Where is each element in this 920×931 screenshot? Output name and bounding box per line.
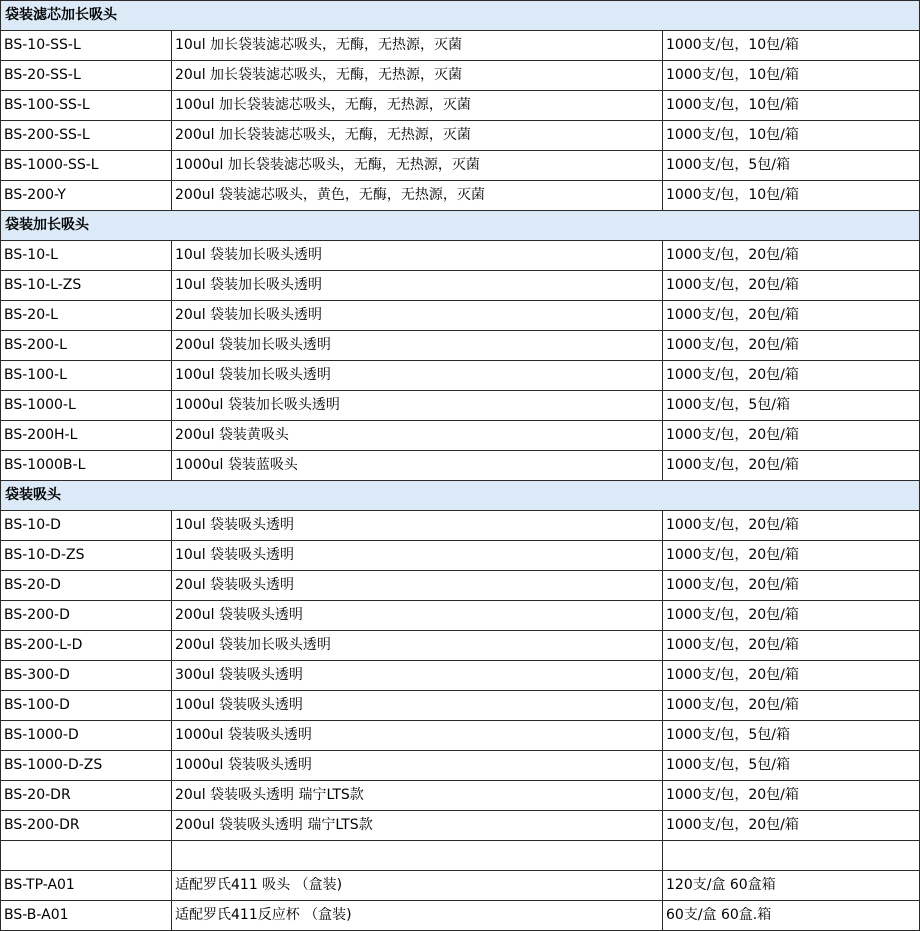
table-row: [1, 541, 920, 571]
product-code-cell: BS-1000-D-ZS: [1, 751, 172, 781]
product-code-cell: BS-10-L: [1, 241, 172, 271]
description-cell: 10ul 袋装吸头透明: [172, 541, 663, 571]
packaging-cell: 1000支/包，20包/箱: [663, 571, 920, 601]
packaging-cell: 1000支/包，5包/箱: [663, 391, 920, 421]
packaging-cell: [663, 841, 920, 871]
product-code-cell: BS-10-L-ZS: [1, 271, 172, 301]
packaging-cell: 1000支/包，10包/箱: [663, 61, 920, 91]
product-code-cell: BS-20-DR: [1, 781, 172, 811]
table-row: [1, 361, 920, 391]
product-code-cell: BS-100-D: [1, 691, 172, 721]
product-code-cell: BS-10-D: [1, 511, 172, 541]
packaging-cell: 1000支/包，10包/箱: [663, 181, 920, 211]
packaging-cell: 1000支/包，20包/箱: [663, 421, 920, 451]
description-cell: 20ul 袋装吸头透明 瑞宁LTS款: [172, 781, 663, 811]
table-row: [1, 421, 920, 451]
description-cell: 200ul 袋装加长吸头透明: [172, 331, 663, 361]
packaging-cell: 1000支/包，20包/箱: [663, 691, 920, 721]
table-row: [1, 511, 920, 541]
description-cell: 20ul 袋装吸头透明: [172, 571, 663, 601]
product-code-cell: BS-100-L: [1, 361, 172, 391]
section-title: 袋装加长吸头: [1, 211, 920, 241]
description-cell: 200ul 袋装吸头透明: [172, 601, 663, 631]
table-row: [1, 661, 920, 691]
product-code-cell: BS-1000-L: [1, 391, 172, 421]
description-cell: 1000ul 袋装蓝吸头: [172, 451, 663, 481]
table-row: [1, 61, 920, 91]
table-row: [1, 241, 920, 271]
product-code-cell: BS-200-DR: [1, 811, 172, 841]
section-header-row: [1, 481, 920, 511]
packaging-cell: 1000支/包，20包/箱: [663, 331, 920, 361]
packaging-cell: 1000支/包，5包/箱: [663, 151, 920, 181]
description-cell: 1000ul 袋装吸头透明: [172, 721, 663, 751]
description-cell: 200ul 加长袋装滤芯吸头，无酶，无热源，灭菌: [172, 121, 663, 151]
table-row: [1, 631, 920, 661]
description-cell: 10ul 袋装加长吸头透明: [172, 241, 663, 271]
product-code-cell: BS-20-D: [1, 571, 172, 601]
table-row: [1, 901, 920, 931]
product-table-body: [1, 1, 920, 931]
section-title: 袋装吸头: [1, 481, 920, 511]
product-code-cell: BS-200-D: [1, 601, 172, 631]
description-cell: [172, 841, 663, 871]
description-cell: 200ul 袋装吸头透明 瑞宁LTS款: [172, 811, 663, 841]
product-code-cell: BS-10-D-ZS: [1, 541, 172, 571]
table-row: [1, 181, 920, 211]
description-cell: 200ul 袋装滤芯吸头，黄色，无酶，无热源，灭菌: [172, 181, 663, 211]
table-row: [1, 391, 920, 421]
packaging-cell: 1000支/包，20包/箱: [663, 601, 920, 631]
product-code-cell: BS-1000-SS-L: [1, 151, 172, 181]
packaging-cell: 1000支/包，20包/箱: [663, 451, 920, 481]
table-row: [1, 271, 920, 301]
packaging-cell: 1000支/包，20包/箱: [663, 781, 920, 811]
product-code-cell: BS-1000B-L: [1, 451, 172, 481]
packaging-cell: 1000支/包，20包/箱: [663, 271, 920, 301]
table-row: [1, 121, 920, 151]
description-cell: 200ul 袋装加长吸头透明: [172, 631, 663, 661]
packaging-cell: 1000支/包，20包/箱: [663, 511, 920, 541]
packaging-cell: 1000支/包，20包/箱: [663, 301, 920, 331]
table-row: [1, 871, 920, 901]
product-code-cell: BS-10-SS-L: [1, 31, 172, 61]
packaging-cell: 60支/盒 60盒.箱: [663, 901, 920, 931]
packaging-cell: 120支/盒 60盒箱: [663, 871, 920, 901]
table-row: [1, 811, 920, 841]
packaging-cell: 1000支/包，20包/箱: [663, 241, 920, 271]
product-code-cell: [1, 841, 172, 871]
description-cell: 10ul 袋装吸头透明: [172, 511, 663, 541]
packaging-cell: 1000支/包，10包/箱: [663, 31, 920, 61]
description-cell: 300ul 袋装吸头透明: [172, 661, 663, 691]
description-cell: 100ul 加长袋装滤芯吸头，无酶，无热源，灭菌: [172, 91, 663, 121]
table-row: [1, 691, 920, 721]
section-header-row: [1, 211, 920, 241]
description-cell: 200ul 袋装黄吸头: [172, 421, 663, 451]
packaging-cell: 1000支/包，5包/箱: [663, 751, 920, 781]
product-code-cell: BS-B-A01: [1, 901, 172, 931]
packaging-cell: 1000支/包，20包/箱: [663, 661, 920, 691]
description-cell: 1000ul 袋装加长吸头透明: [172, 391, 663, 421]
table-row: [1, 781, 920, 811]
table-row: [1, 331, 920, 361]
product-code-cell: BS-200-Y: [1, 181, 172, 211]
product-code-cell: BS-200H-L: [1, 421, 172, 451]
description-cell: 100ul 袋装吸头透明: [172, 691, 663, 721]
description-cell: 适配罗氏411反应杯 （盒装): [172, 901, 663, 931]
section-header-row: [1, 1, 920, 31]
description-cell: 20ul 加长袋装滤芯吸头，无酶，无热源，灭菌: [172, 61, 663, 91]
product-code-cell: BS-TP-A01: [1, 871, 172, 901]
product-code-cell: BS-20-L: [1, 301, 172, 331]
table-row: [1, 91, 920, 121]
packaging-cell: 1000支/包，10包/箱: [663, 121, 920, 151]
product-code-cell: BS-1000-D: [1, 721, 172, 751]
packaging-cell: 1000支/包，5包/箱: [663, 721, 920, 751]
packaging-cell: 1000支/包，20包/箱: [663, 631, 920, 661]
section-title: 袋装滤芯加长吸头: [1, 1, 920, 31]
table-row: [1, 751, 920, 781]
description-cell: 适配罗氏411 吸头 （盒装): [172, 871, 663, 901]
table-row: [1, 721, 920, 751]
description-cell: 1000ul 袋装吸头透明: [172, 751, 663, 781]
description-cell: 10ul 加长袋装滤芯吸头，无酶，无热源，灭菌: [172, 31, 663, 61]
packaging-cell: 1000支/包，20包/箱: [663, 361, 920, 391]
table-row: [1, 301, 920, 331]
product-code-cell: BS-20-SS-L: [1, 61, 172, 91]
packaging-cell: 1000支/包，10包/箱: [663, 91, 920, 121]
table-row: [1, 601, 920, 631]
description-cell: 10ul 袋装加长吸头透明: [172, 271, 663, 301]
table-row: [1, 31, 920, 61]
description-cell: 1000ul 加长袋装滤芯吸头，无酶，无热源，灭菌: [172, 151, 663, 181]
description-cell: 100ul 袋装加长吸头透明: [172, 361, 663, 391]
product-code-cell: BS-300-D: [1, 661, 172, 691]
table-row: [1, 151, 920, 181]
description-cell: 20ul 袋装加长吸头透明: [172, 301, 663, 331]
packaging-cell: 1000支/包，20包/箱: [663, 541, 920, 571]
table-row: [1, 571, 920, 601]
table-row: [1, 841, 920, 871]
packaging-cell: 1000支/包，20包/箱: [663, 811, 920, 841]
product-code-cell: BS-200-SS-L: [1, 121, 172, 151]
table-row: [1, 451, 920, 481]
product-code-cell: BS-200-L: [1, 331, 172, 361]
product-code-cell: BS-200-L-D: [1, 631, 172, 661]
product-code-cell: BS-100-SS-L: [1, 91, 172, 121]
